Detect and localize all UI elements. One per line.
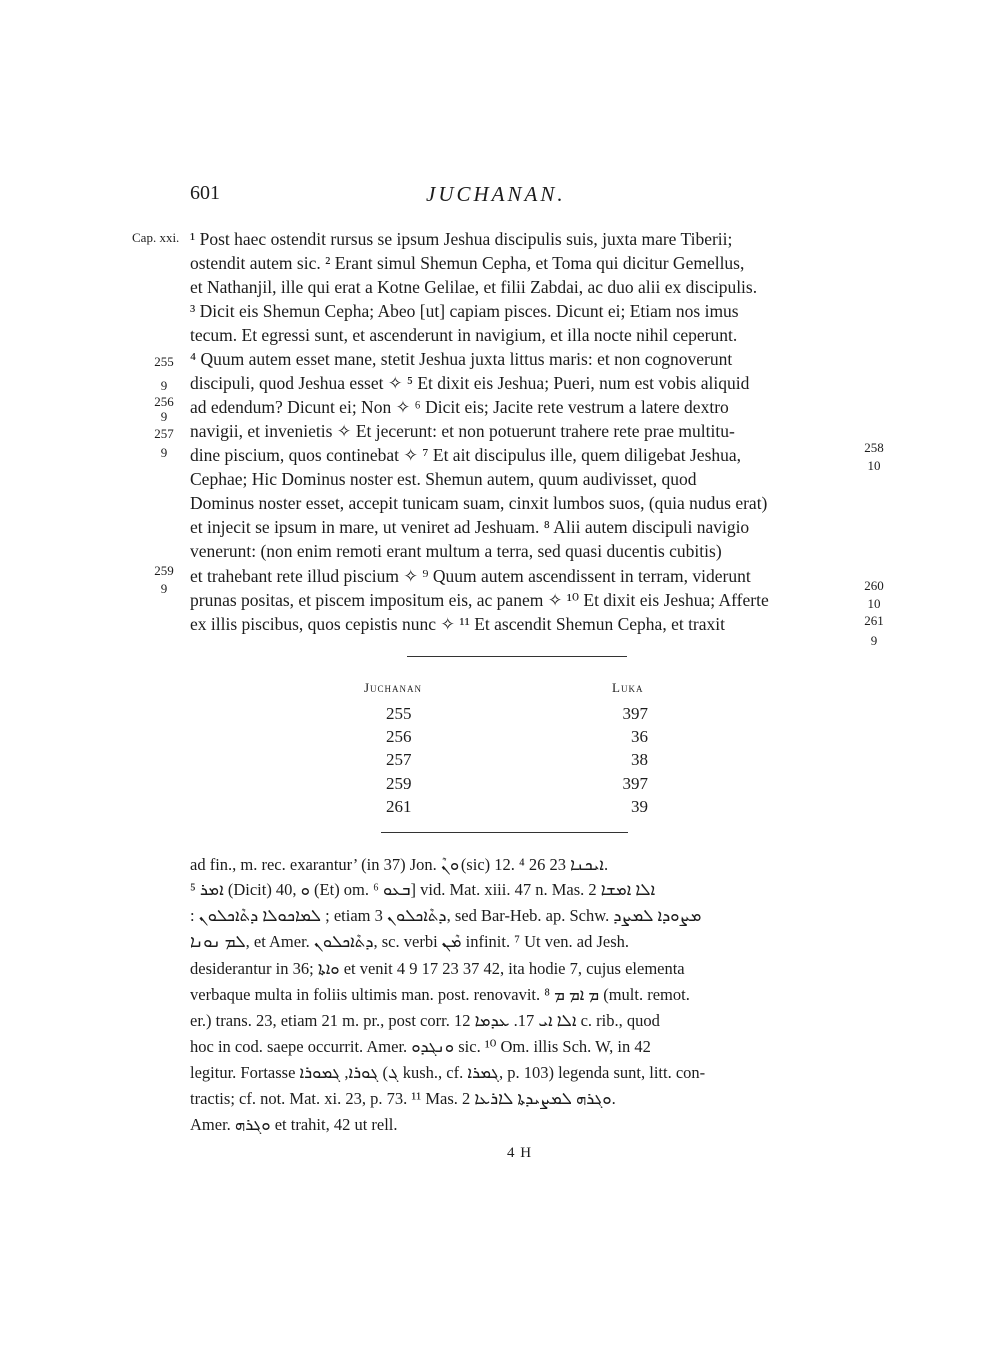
- table-rule-bottom: [381, 832, 628, 833]
- margin-number-right: 260: [864, 578, 884, 593]
- text-line: ³ Dicit eis Shemun Cepha; Abeo [ut] capiam pisces. Dicunt ei; Etiam nos imus: [190, 301, 739, 321]
- text-line: ad edendum? Dicunt ei; Non ✧ ⁶ Dicit eis; Jacite rete vestrum a latere dextro: [190, 397, 729, 417]
- footnote-line: ⁵ ܐܡܪ (Dicit) 40, ܘ (Et) om. ⁶ ܒܥܘ] vid. Mat. xiii. 47 n. Mas. 2 ܐܠܐ ܐܡܫܐ: [190, 880, 656, 899]
- text-line: navigii, et invenietis ✧ Et jecerunt: et non potuerunt trahere rete prae multitu-: [190, 421, 735, 441]
- footnote-line: Amer. ܘܓܪܗ et trahit, 42 ut rell.: [190, 1115, 398, 1134]
- margin-number-right: 10: [867, 596, 881, 611]
- text-line: ⁴ Quum autem esset mane, stetit Jeshua juxta littus maris: et non cognoverunt: [190, 349, 733, 369]
- table-cell: 397: [622, 704, 648, 723]
- text-line: et injecit se ipsum in mare, ut veniret ad Jeshuam. ⁸ Alii autem discipuli navigio: [190, 517, 750, 537]
- text-line: et trahebant rete illud piscium ✧ ⁹ Quum autem ascendissent in terram, viderunt: [190, 566, 751, 586]
- table-cell: 256: [386, 727, 412, 746]
- margin-number-right: 9: [870, 633, 878, 648]
- margin-number-left: 9: [160, 409, 168, 424]
- footnote-line: : ܠܡܐܟܘܠܐ ܕܬܶܐܟܠܘܢ ; etiam 3 ܕܬܶܐܟܠܘܢ, sed Bar-Heb. ap. Schw. ܡܨܘܕܐ ܠܡܨܕ: [190, 906, 702, 925]
- text-line: ¹ Post haec ostendit rursus se ipsum Jeshua discipulis suis, juxta mare Tiberii;: [190, 229, 733, 249]
- table-cell: 259: [386, 774, 412, 793]
- margin-number-left: 9: [160, 378, 168, 393]
- text-line: ostendit autem sic. ² Erant simul Shemun Cepha, et Toma qui dicitur Gemellus,: [190, 253, 745, 273]
- text-line: prunas positas, et piscem impositum eis, ac panem ✧ ¹⁰ Et dixit eis Jeshua; Afferte: [190, 590, 769, 610]
- text-line: dine piscium, quos continebat ✧ ⁷ Et ait discipulus ille, quem diligebat Jeshua,: [190, 445, 742, 465]
- margin-number-left: 259: [154, 563, 174, 578]
- table-header-juchanan: Juchanan: [364, 680, 423, 695]
- footnote-line: desiderantur in 36; ܘܐܬܐ et venit 4 9 17 23 37 42, ita hodie 7, cujus elementa: [190, 959, 685, 978]
- footnote-line: er.) trans. 23, etiam 21 m. pr., post corr. ܐܠܐ ܐܝ 17. ܥܕܡܐ 12 c. rib., quod: [190, 1011, 660, 1030]
- margin-number-left: 255: [154, 354, 174, 369]
- table-rule-top: [407, 656, 627, 657]
- margin-number-right: 10: [867, 458, 881, 473]
- table-cell: 39: [631, 797, 648, 816]
- signature-mark: 4 H: [507, 1145, 533, 1161]
- table-cell: 397: [622, 774, 648, 793]
- margin-number-left: 256: [154, 394, 174, 409]
- margin-number-left: 9: [160, 445, 168, 460]
- footnote-line: hoc in cod. saepe occurrit. Amer. ܘܢܓܕܘ sic. ¹⁰ Om. illis Sch. W, in 42: [190, 1037, 651, 1056]
- chapter-label: Cap. xxi.: [132, 230, 180, 245]
- footnote-line: ad fin., m. rec. exarantur’ (in 37) Jon. ܘܢܶ (sic) 12. ⁴ ܐܝܟܢܐ 23 26.: [190, 855, 609, 874]
- margin-number-left: 257: [154, 426, 174, 441]
- page-number: 601: [190, 182, 220, 204]
- running-title: JUCHANAN.: [426, 182, 566, 206]
- footnote-line: tractis; cf. not. Mat. xi. 23, p. 73. ¹¹ Mas. 2 ܘܓܪܗ ܠܡܨܝܕܬܐ ܠܐܪܥܐ.: [190, 1089, 616, 1108]
- text-line: Cephae; Hic Dominus noster est. Shemun autem, quum audivisset, quod: [190, 469, 697, 489]
- text-line: ex illis piscibus, quos cepistis nunc ✧ ¹¹ Et ascendit Shemun Cepha, et traxit: [190, 614, 726, 634]
- table-header-luka: Luka: [612, 680, 644, 695]
- text-line: Dominus noster esset, accepit tunicam suam, cinxit lumbos suos, (quia nudus erat): [190, 493, 768, 513]
- table-cell: 257: [386, 750, 412, 769]
- text-line: venerunt: (non enim remoti erant multum a terra, sed quasi ducentis cubitis): [190, 541, 722, 561]
- text-line: tecum. Et egressi sunt, et ascenderunt in navigium, et illa nocte nihil ceperunt.: [190, 325, 738, 345]
- footnote-line: legitur. Fortasse ܓܘܪܐ, ܓܡܘܪܐ (ܓ kush., cf. ܓܡܪܐ, p. 103) legenda sunt, litt. con-: [190, 1063, 706, 1082]
- margin-number-left: 9: [160, 581, 168, 596]
- footnote-line: verbaque multa in foliis ultimis man. post. renovavit. ⁸ ܡ ܐܡ ܡ (mult. remot.: [190, 985, 690, 1004]
- table-cell: 255: [386, 704, 412, 723]
- margin-number-right: 258: [864, 440, 884, 455]
- table-cell: 38: [631, 750, 648, 769]
- margin-number-right: 261: [864, 613, 884, 628]
- footnote-line: ܠܡ ܢܘܢܐ, et Amer. ܕܬܶܐܟܠܘܢ, sc. verbi ܡܶܢ infinit. ⁷ Ut ven. ad Jesh.: [190, 932, 630, 951]
- text-line: et Nathanjil, ille qui erat a Kotne Gelilae, et filii Zabdai, ac duo alii ex discipulis.: [190, 277, 758, 297]
- text-line: discipuli, quod Jeshua esset ✧ ⁵ Et dixit eis Jeshua; Pueri, num est vobis aliquid: [190, 373, 750, 393]
- table-cell: 261: [386, 797, 412, 816]
- table-cell: 36: [631, 727, 648, 746]
